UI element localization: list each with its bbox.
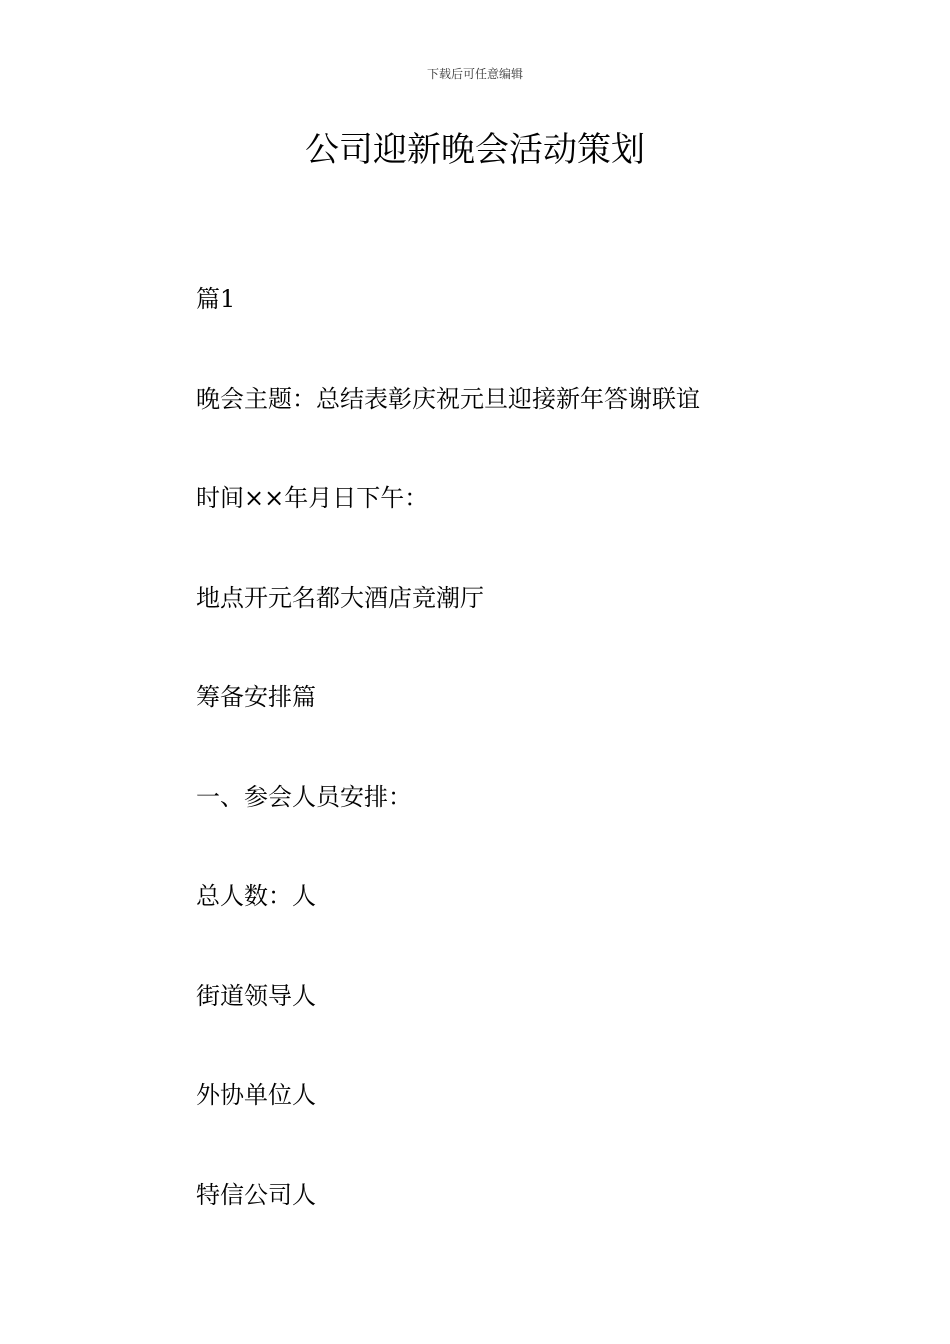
- document-title: 公司迎新晚会活动策划: [305, 130, 645, 170]
- total-attendees-line: 总人数：人: [196, 882, 316, 910]
- attendee-arrangement-heading: 一、参会人员安排：: [196, 782, 412, 811]
- page-header-note: 下载后可任意编辑: [426, 67, 523, 81]
- section-heading-part1: 篇1: [196, 285, 236, 313]
- external-units-line: 外协单位人: [196, 1081, 316, 1109]
- party-theme-line: 晚会主题：总结表彰庆祝元旦迎接新年答谢联谊: [196, 384, 700, 413]
- document-body: [196, 283, 896, 1278]
- party-time-line: 时间××年月日下午：: [196, 484, 429, 512]
- preparation-section-heading: 筹备安排篇: [196, 683, 316, 711]
- street-leaders-line: 街道领导人: [196, 981, 316, 1010]
- company-staff-line: 特信公司人: [196, 1180, 316, 1209]
- party-location-line: 地点开元名都大酒店竞潮厅: [196, 583, 484, 612]
